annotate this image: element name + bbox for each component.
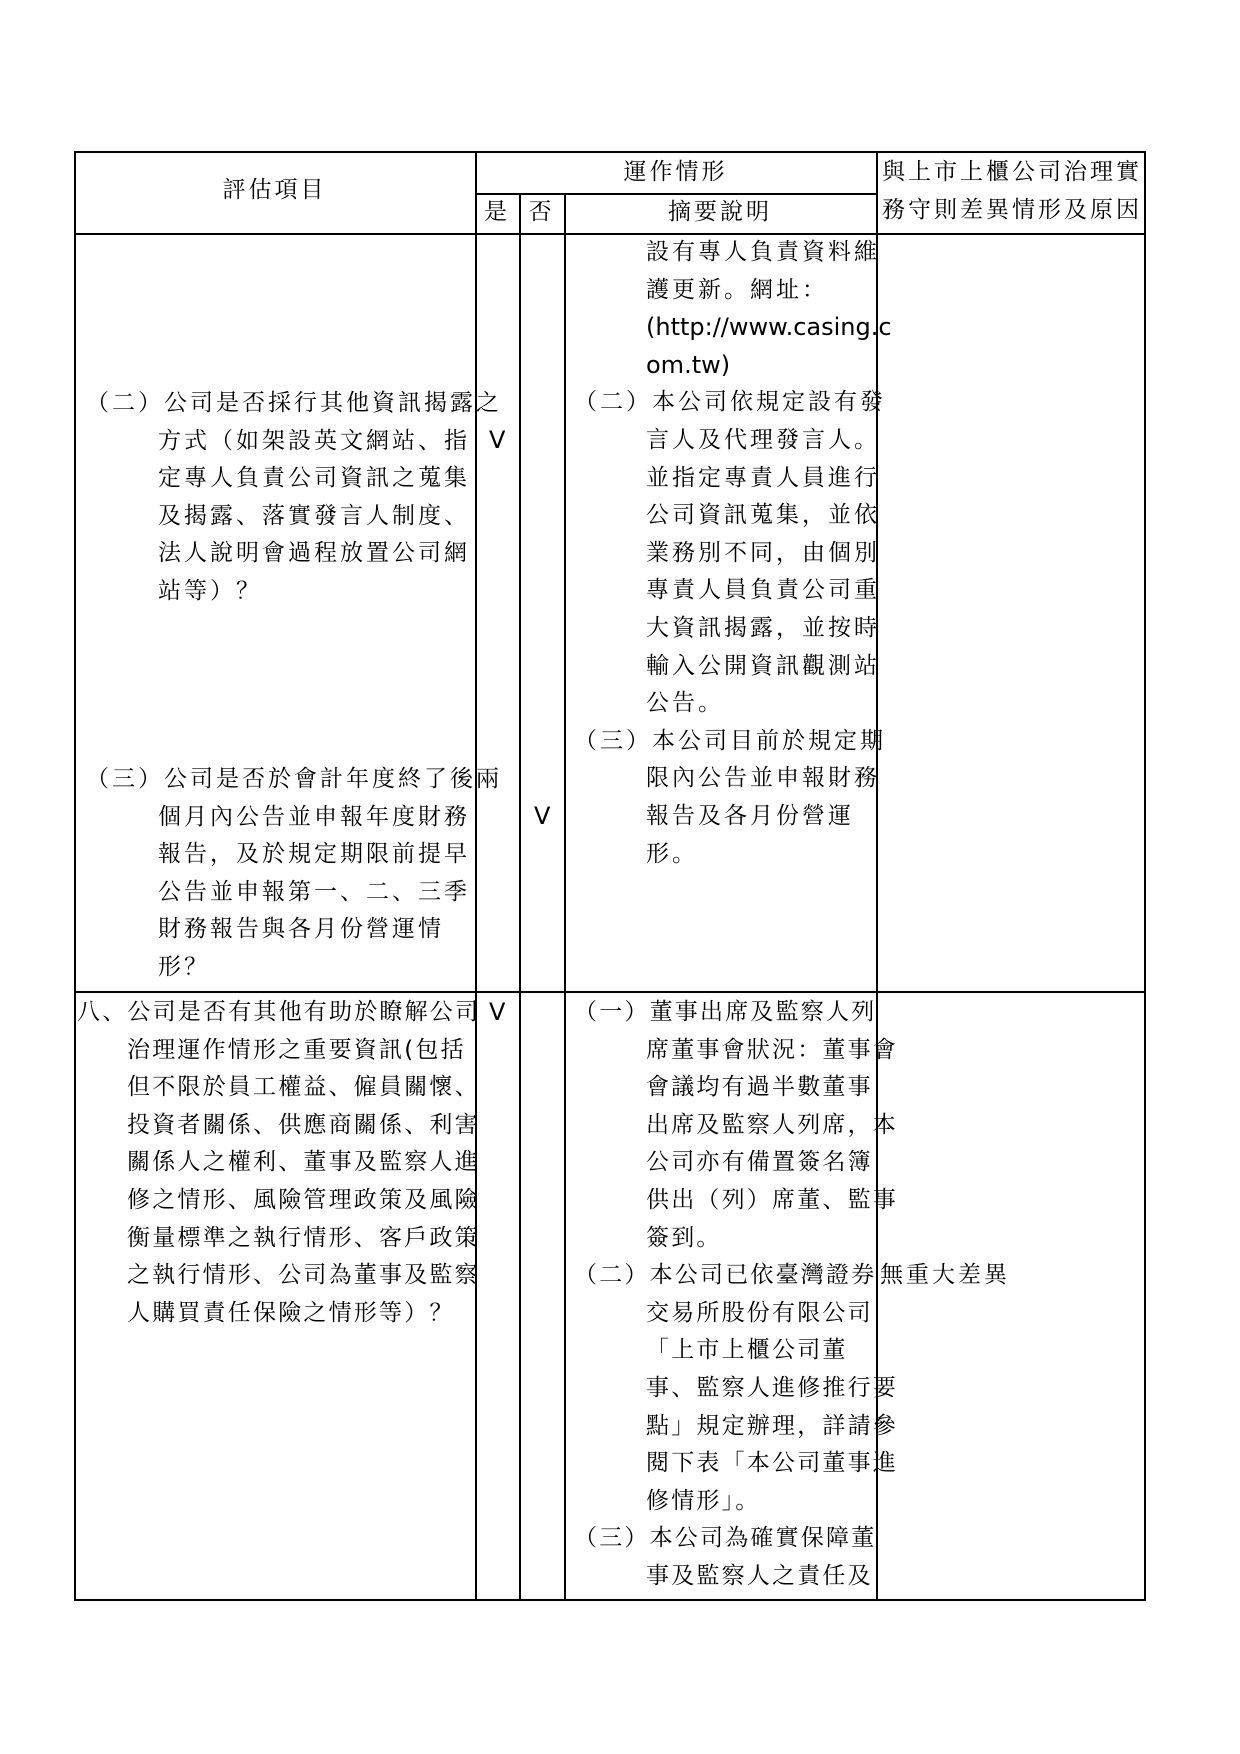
yes-mark: V (489, 998, 506, 1026)
yes-mark: V (489, 426, 506, 454)
table-border-left (74, 151, 76, 1601)
item-line: 八、公司是否有其他有助於瞭解公司 (77, 999, 481, 1025)
summary-line: (http://www.casing.c (646, 313, 892, 342)
summary-line: 出席及監察人列席，本 (646, 1111, 898, 1138)
summary-line: 交易所股份有限公司 (646, 1299, 873, 1326)
item-disclosure-methods (86, 385, 502, 611)
summary-line: 席董事會狀況：董事會 (646, 1036, 898, 1063)
summary-line: 並指定專責人員進行 (646, 464, 880, 491)
item-financial-report-filing (86, 761, 502, 987)
summary-line: 業務別不同，由個別 (646, 539, 880, 566)
item-line: 及揭露、落實發言人制度、 (158, 502, 470, 529)
column-divider (519, 193, 521, 1601)
row-divider (74, 991, 1146, 993)
summary-line: 大資訊揭露，並按時 (646, 614, 880, 641)
summary-line: 報告及各月份營運 (646, 802, 854, 829)
item-line: 公告並申報第一、二、三季 (158, 878, 470, 905)
item-line: 定專人負責公司資訊之蒐集 (158, 465, 470, 492)
item-line: （二）公司是否採行其他資訊揭露之 (86, 390, 502, 416)
header-difference (882, 154, 1142, 229)
item-line: （三）公司是否於會計年度終了後兩 (86, 766, 502, 792)
summary-line: 限內公告並申報財務 (646, 765, 880, 792)
summary-line: 專責人員負責公司重 (646, 577, 880, 604)
summary-line: 事、監察人進修推行要 (646, 1374, 898, 1401)
table-border-right (1144, 151, 1146, 1601)
difference-value: 無重大差異 (880, 1262, 1010, 1288)
summary-line: 公司亦有備置簽名簿 (646, 1149, 873, 1176)
item-line: 但不限於員工權益、僱員關懷、 (127, 1074, 480, 1101)
summary-line: 點」規定辦理，詳請參 (646, 1412, 898, 1439)
item-line: 財務報告與各月份營運情 (158, 916, 444, 943)
item-line: 個月內公告並申報年度財務 (158, 803, 470, 830)
header-difference-line: 與上市上櫃公司治理實 (882, 159, 1142, 185)
item-line: 投資者關係、供應商關係、利害 (127, 1111, 480, 1138)
header-summary: 摘要說明 (668, 199, 772, 225)
item-line: 站等）？ (158, 577, 262, 604)
item-line: 治理運作情形之重要資訊(包括 (127, 1036, 466, 1063)
item-other-governance-info (77, 994, 480, 1332)
header-yes: 是 (484, 199, 510, 225)
summary-line: （三）本公司為確實保障董 (574, 1525, 877, 1552)
header-item: 評估項目 (222, 177, 327, 203)
item-line: 方式（如架設英文網站、指 (158, 427, 470, 454)
no-mark: V (534, 802, 551, 830)
summary-line: （二）本公司依規定設有發 (574, 389, 886, 416)
summary-line: om.tw) (646, 350, 731, 379)
summary-disclosure (574, 234, 892, 873)
summary-line: 修情形」。 (646, 1487, 761, 1514)
summary-line: （二）本公司已依臺灣證券 (574, 1262, 877, 1289)
summary-other-governance (574, 994, 898, 1596)
header-no: 否 (528, 199, 555, 225)
item-line: 衡量標準之執行情形、客戶政策 (127, 1224, 480, 1251)
header-difference-line: 務守則差異情形及原因 (882, 196, 1142, 223)
governance-table (74, 151, 1146, 1601)
summary-line: 會議均有過半數董事 (646, 1074, 873, 1101)
summary-line: 公告。 (646, 690, 724, 717)
table-border-bottom (74, 1599, 1146, 1601)
item-line: 形？ (158, 953, 210, 980)
summary-line: 形。 (646, 840, 698, 867)
table-border-top (74, 151, 1146, 153)
header-operation: 運作情形 (623, 159, 728, 185)
item-line: 法人說明會過程放置公司網 (158, 540, 470, 567)
summary-line: （三）本公司目前於規定期 (574, 727, 886, 754)
item-line: 人購買責任保險之情形等）？ (127, 1299, 455, 1326)
item-line: 報告，及於規定期限前提早 (158, 841, 470, 868)
summary-line: 護更新。網址： (646, 276, 828, 303)
summary-line: 簽到。 (646, 1224, 722, 1251)
summary-line: 供出（列）席董、監事 (646, 1186, 898, 1213)
summary-line: 閱下表「本公司董事進 (646, 1450, 898, 1477)
summary-line: 設有專人負責資料維 (646, 239, 880, 265)
column-divider (564, 193, 566, 1601)
item-line: 關係人之權利、董事及監察人進 (127, 1149, 480, 1176)
item-line: 之執行情形、公司為董事及監察 (127, 1262, 480, 1289)
summary-line: 事及監察人之責任及 (646, 1562, 873, 1589)
summary-line: 公司資訊蒐集，並依 (646, 502, 880, 529)
summary-line: 輸入公開資訊觀測站 (646, 652, 880, 679)
summary-line: 言人及代理發言人。 (646, 426, 880, 453)
summary-line: 「上市上櫃公司董 (646, 1337, 848, 1364)
item-line: 修之情形、風險管理政策及風險 (127, 1186, 480, 1213)
summary-line: （一）董事出席及監察人列 (574, 999, 877, 1025)
